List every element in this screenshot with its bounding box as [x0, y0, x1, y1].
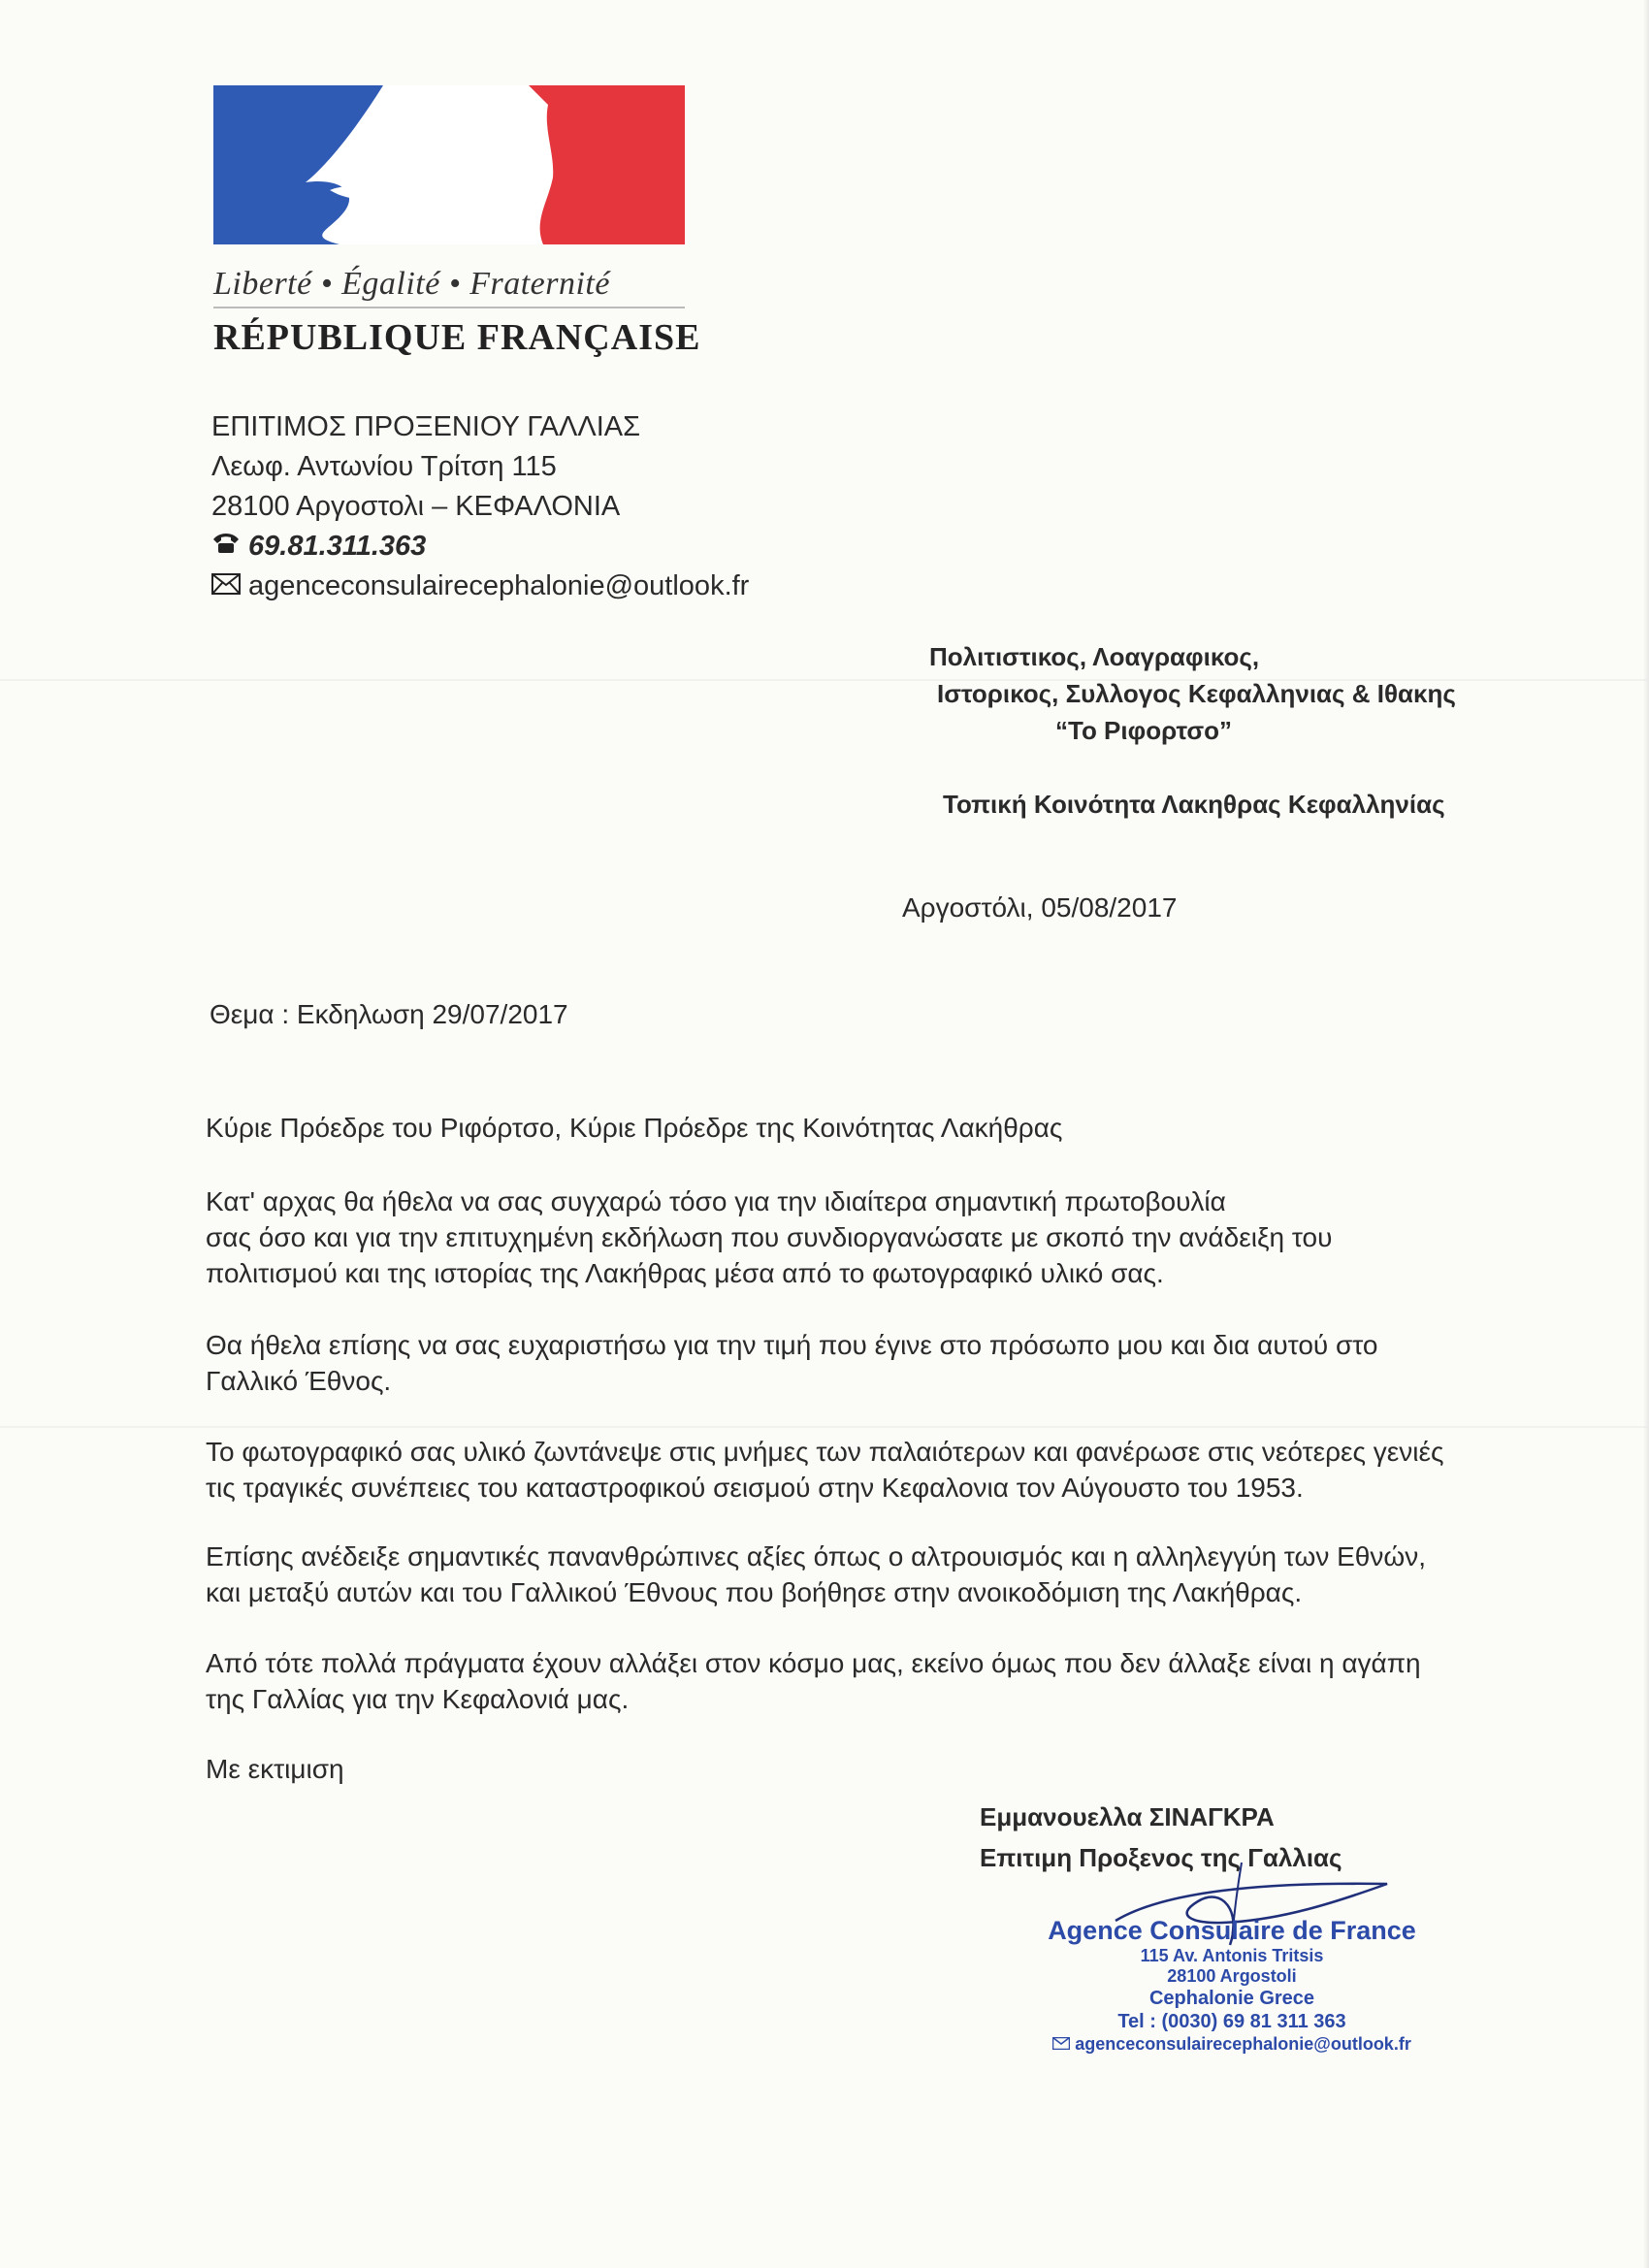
sender-city: 28100 Αργοστολι – ΚΕΦΑΛΟΝΙΑ — [211, 491, 621, 522]
envelope-icon — [1052, 2034, 1075, 2054]
paper-fold — [0, 1426, 1649, 1428]
paragraph-2 — [206, 1327, 1378, 1399]
recipient-line-2: Ιστορικος, Συλλογος Κεφαλληνιας & Ιθακης — [937, 679, 1456, 708]
sender-block — [211, 407, 749, 606]
stamp-telephone: Tel : (0030) 69 81 311 363 — [1117, 2011, 1346, 2032]
stamp-title: Agence Consulaire de France — [1048, 1916, 1416, 1945]
paragraph-line: Επίσης ανέδειξε σημαντικές πανανθρώπινες αξίες όπως ο αλτρουισμός και η αλληλεγγύη των Εθνών, — [206, 1541, 1426, 1571]
motto-divider — [213, 307, 685, 308]
recipient-line-3: “Το Ριφορτσο” — [1055, 716, 1233, 745]
paragraph-3 — [206, 1434, 1443, 1506]
paragraph-line: σας όσο και για την επιτυχημένη εκδήλωση που συνδιοργανώσατε με σκοπό την ανάδειξη του — [206, 1222, 1333, 1252]
sender-email[interactable]: agenceconsulairecephalonie@outlook.fr — [248, 570, 750, 601]
stamp-city: 28100 Argostoli — [1167, 1966, 1297, 1986]
salutation — [206, 1110, 1062, 1146]
paragraph-line: Το φωτογραφικό σας υλικό ζωντάνεψε στις μνήμες των παλαιότερων και φανέρωσε στις νεότερες γενιές — [206, 1437, 1444, 1467]
telephone-icon — [211, 527, 242, 567]
closing-phrase: Με εκτιμιση — [206, 1754, 344, 1784]
paragraph-line: Από τότε πολλά πράγματα έχουν αλλάξει στον κόσμο μας, εκείνο όμως που δεν άλλαξε είναι η αγάπη — [206, 1648, 1421, 1678]
sender-phone-row — [211, 527, 749, 567]
paragraph-1 — [206, 1183, 1332, 1291]
letter-subject: Θεμα : Εκδηλωση 29/07/2017 — [210, 999, 568, 1029]
paragraph-5 — [206, 1645, 1421, 1717]
signer-name: Εμμανουελλα ΣΙΝΑΓΚΡΑ — [980, 1802, 1275, 1831]
paragraph-line: της Γαλλίας για την Κεφαλονιά μας. — [206, 1684, 630, 1714]
sender-phone: 69.81.311.363 — [248, 531, 427, 562]
letter-date: Αργοστόλι, 05/08/2017 — [902, 892, 1178, 923]
sender-email-row — [211, 567, 749, 606]
stamp-region: Cephalonie Grece — [1148, 1988, 1315, 2009]
republic-motto: Liberté • Égalité • Fraternité — [213, 266, 610, 302]
republic-name: RÉPUBLIQUE FRANÇAISE — [213, 317, 701, 358]
marianne-logo — [213, 85, 701, 359]
paragraph-line: τις τραγικές συνέπειες του καταστροφικού σεισμού στην Κεφαλονια τον Αύγουστο του 1953. — [206, 1473, 1304, 1503]
recipient-line-4: Τοπική Κοινότητα Λακηθρας Κεφαλληνίας — [943, 790, 1445, 819]
envelope-icon — [211, 567, 242, 606]
stamp-email-row — [999, 2033, 1465, 2055]
recipient-line-1: Πολιτιστικος, Λοαγραφικος, — [929, 642, 1260, 671]
consulate-stamp — [999, 1916, 1465, 2055]
signer-role: Επιτιμη Προξενος της Γαλλιας — [980, 1843, 1342, 1872]
tricolor-flag — [213, 85, 685, 244]
paragraph-line: Γαλλικό Έθνος. — [206, 1366, 392, 1396]
paragraph-line: και μεταξύ αυτών και του Γαλλικού Έθνους που βοήθησε στην ανοικοδόμιση της Λακήθρας. — [206, 1577, 1303, 1607]
paragraph-4 — [206, 1539, 1426, 1610]
paragraph-line: Θα ήθελα επίσης να σας ευχαριστήσω για την τιμή που έγινε στο πρόσωπο μου και δια αυτού στο — [206, 1330, 1378, 1360]
salutation-text: Κύριε Πρόεδρε του Ριφόρτσο, Κύριε Πρόεδρε της Κοινότητας Λακήθρας — [206, 1113, 1063, 1143]
stamp-email: agenceconsulairecephalonie@outlook.fr — [1075, 2034, 1411, 2054]
marianne-icon — [213, 85, 685, 244]
page-edge-shadow — [1643, 0, 1649, 2268]
sender-title: ΕΠΙΤΙΜΟΣ ΠΡΟΞΕΝΙΟΥ ΓΑΛΛΙΑΣ — [211, 411, 641, 442]
paragraph-line: πολιτισμού και της ιστορίας της Λακήθρας μέσα από το φωτογραφικό υλικό σας. — [206, 1258, 1164, 1288]
sender-street: Λεωφ. Αντωνίου Τρίτση 115 — [211, 451, 557, 482]
paragraph-line: Κατ' αρχας θα ήθελα να σας συγχαρώ τόσο για την ιδιαίτερα σημαντική πρωτοβουλία — [206, 1186, 1226, 1216]
stamp-address: 115 Av. Antonis Tritsis — [1140, 1946, 1324, 1965]
